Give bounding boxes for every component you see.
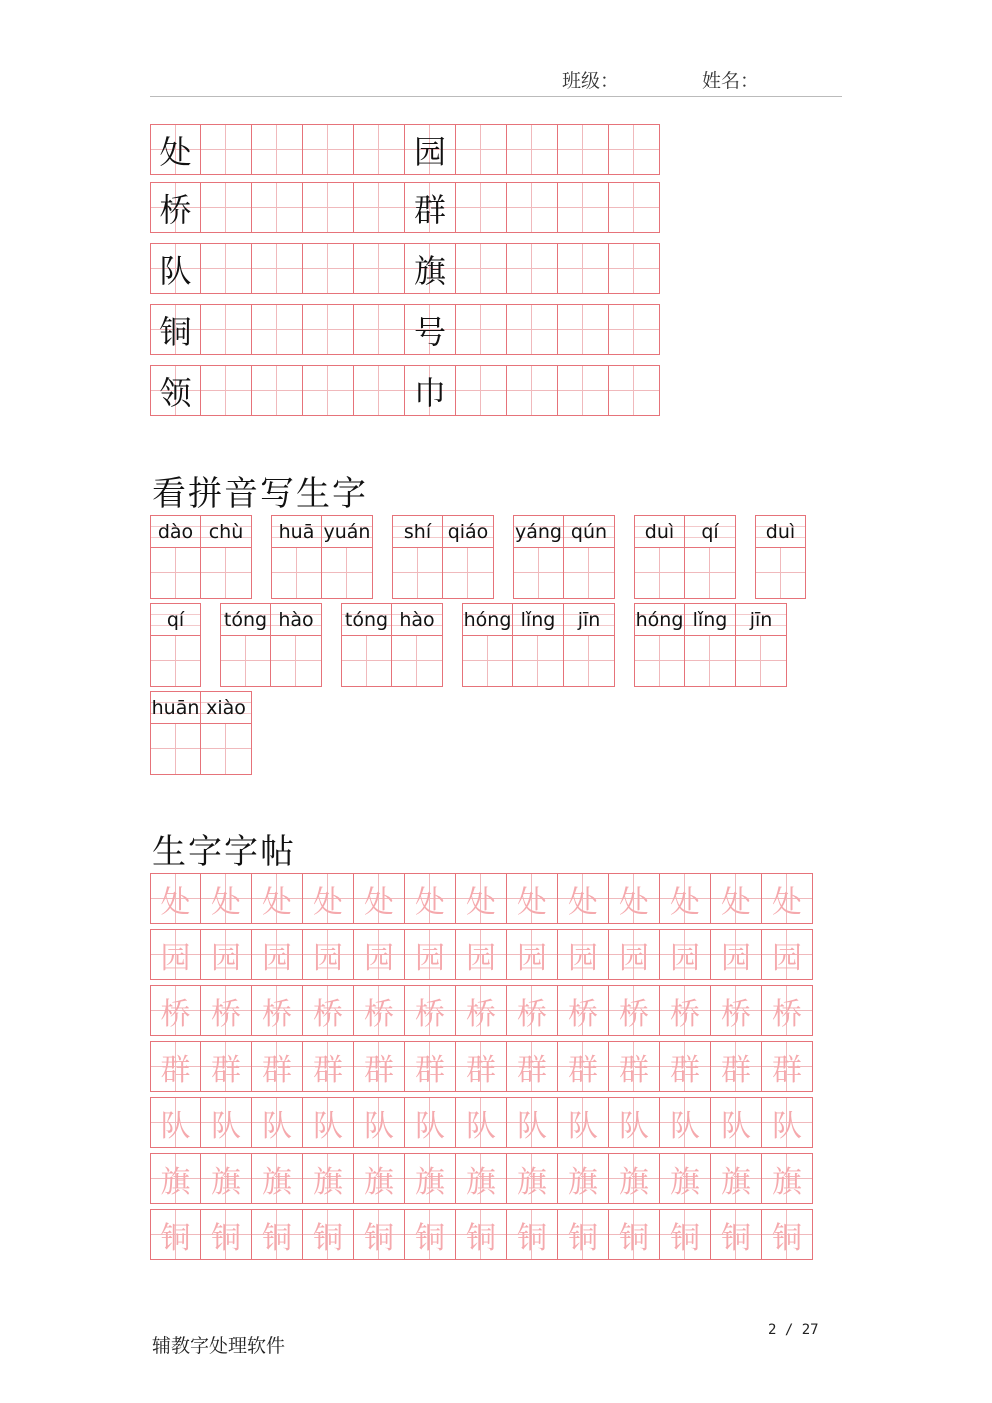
trace-character: 队 [455, 1097, 507, 1148]
trace-character: 群 [761, 1041, 813, 1092]
pinyin-column [270, 603, 322, 687]
answer-cell [391, 635, 443, 687]
pinyin-column [150, 515, 201, 599]
answer-cell [200, 547, 252, 599]
writing-cell [200, 304, 252, 355]
writing-cell [455, 182, 507, 233]
answer-cell [341, 635, 392, 687]
copybook-row [150, 1097, 813, 1148]
trace-character: 桥 [557, 985, 609, 1036]
writing-cell [557, 304, 609, 355]
pinyin-column [150, 691, 201, 775]
pinyin-label: hào [270, 603, 322, 636]
trace-character: 园 [659, 929, 711, 980]
trace-character: 旗 [404, 1153, 456, 1204]
writing-cell [608, 124, 660, 175]
pinyin-group [755, 515, 806, 599]
writing-cell [353, 365, 405, 416]
answer-cell [755, 547, 806, 599]
writing-cell [251, 124, 303, 175]
answer-cell [321, 547, 373, 599]
pinyin-label: qún [563, 515, 615, 548]
pinyin-label: chù [200, 515, 252, 548]
trace-character: 旗 [557, 1153, 609, 1204]
writing-cell [455, 124, 507, 175]
practice-row [150, 182, 660, 233]
writing-cell [200, 182, 252, 233]
copybook-row [150, 1209, 813, 1260]
answer-cell [634, 547, 685, 599]
pinyin-label: duì [634, 515, 685, 548]
trace-character: 群 [404, 1041, 456, 1092]
writing-cell [251, 243, 303, 294]
answer-cell [150, 723, 201, 775]
trace-character: 桥 [251, 985, 303, 1036]
practice-row [150, 124, 660, 175]
copybook-row [150, 1153, 813, 1204]
trace-character: 桥 [506, 985, 558, 1036]
trace-character: 处 [761, 873, 813, 924]
writing-cell [302, 243, 354, 294]
trace-character: 群 [608, 1041, 660, 1092]
trace-character: 铜 [353, 1209, 405, 1260]
writing-cell [506, 182, 558, 233]
writing-cell [506, 304, 558, 355]
pinyin-column [684, 603, 736, 687]
trace-character: 旗 [608, 1153, 660, 1204]
copybook-row [150, 985, 813, 1036]
writing-cell [557, 365, 609, 416]
trace-character: 处 [302, 873, 354, 924]
trace-character: 队 [710, 1097, 762, 1148]
trace-character: 桥 [200, 985, 252, 1036]
name-label: 姓名： [702, 70, 760, 92]
trace-character: 桥 [659, 985, 711, 1036]
answer-cell [150, 547, 201, 599]
pinyin-label: qí [684, 515, 736, 548]
trace-character: 铜 [710, 1209, 762, 1260]
trace-character: 队 [251, 1097, 303, 1148]
pinyin-label: shí [392, 515, 443, 548]
pinyin-label: xiào [200, 691, 252, 724]
trace-character: 铜 [557, 1209, 609, 1260]
pinyin-column [563, 515, 615, 599]
pinyin-label: hóng [462, 603, 513, 636]
trace-character: 园 [353, 929, 405, 980]
writing-cell [608, 304, 660, 355]
trace-character: 桥 [608, 985, 660, 1036]
trace-character: 旗 [302, 1153, 354, 1204]
trace-character: 园 [404, 929, 456, 980]
pinyin-label: jīn [735, 603, 787, 636]
trace-character: 园 [557, 929, 609, 980]
pinyin-label: qí [150, 603, 201, 636]
trace-character: 桥 [353, 985, 405, 1036]
answer-cell [513, 547, 564, 599]
trace-character: 处 [557, 873, 609, 924]
trace-character: 旗 [761, 1153, 813, 1204]
pinyin-column [150, 603, 201, 687]
trace-character: 铜 [608, 1209, 660, 1260]
writing-cell [302, 124, 354, 175]
trace-character: 队 [761, 1097, 813, 1148]
practice-row [150, 243, 660, 294]
trace-character: 旗 [251, 1153, 303, 1204]
trace-character: 铜 [302, 1209, 354, 1260]
pinyin-label: huān [150, 691, 201, 724]
answer-cell [684, 547, 736, 599]
copybook-row [150, 873, 813, 924]
writing-cell [455, 243, 507, 294]
trace-character: 群 [506, 1041, 558, 1092]
model-character: 巾 [404, 365, 456, 416]
trace-character: 队 [353, 1097, 405, 1148]
trace-character: 桥 [710, 985, 762, 1036]
writing-cell [302, 365, 354, 416]
writing-cell [251, 182, 303, 233]
footer-software-name: 辅教字处理软件 [152, 1335, 286, 1357]
class-label: 班级： [562, 70, 620, 92]
answer-cell [563, 547, 615, 599]
trace-character: 园 [251, 929, 303, 980]
trace-character: 铜 [251, 1209, 303, 1260]
model-character: 旗 [404, 243, 456, 294]
trace-character: 群 [251, 1041, 303, 1092]
answer-cell [634, 635, 685, 687]
pinyin-column [634, 603, 685, 687]
trace-character: 处 [710, 873, 762, 924]
trace-character: 旗 [200, 1153, 252, 1204]
copybook-row [150, 929, 813, 980]
trace-character: 队 [557, 1097, 609, 1148]
writing-cell [353, 243, 405, 294]
trace-character: 铜 [455, 1209, 507, 1260]
trace-character: 铜 [761, 1209, 813, 1260]
pinyin-column [220, 603, 271, 687]
trace-character: 处 [455, 873, 507, 924]
trace-character: 园 [455, 929, 507, 980]
trace-character: 群 [302, 1041, 354, 1092]
writing-cell [557, 243, 609, 294]
pinyin-group [513, 515, 615, 599]
copybook-section-title: 生字字帖 [152, 832, 296, 872]
trace-character: 处 [353, 873, 405, 924]
trace-character: 桥 [404, 985, 456, 1036]
pinyin-column [684, 515, 736, 599]
practice-row [150, 365, 660, 416]
pinyin-label: tóng [220, 603, 271, 636]
pinyin-label: duì [755, 515, 806, 548]
answer-cell [684, 635, 736, 687]
pinyin-section-title: 看拼音写生字 [152, 474, 368, 514]
trace-character: 队 [200, 1097, 252, 1148]
trace-character: 处 [200, 873, 252, 924]
pinyin-group [634, 515, 736, 599]
pinyin-label: dào [150, 515, 201, 548]
trace-character: 旗 [659, 1153, 711, 1204]
trace-character: 群 [353, 1041, 405, 1092]
pinyin-label: tóng [341, 603, 392, 636]
trace-character: 铜 [506, 1209, 558, 1260]
pinyin-column [755, 515, 806, 599]
pinyin-label: hào [391, 603, 443, 636]
trace-character: 铜 [659, 1209, 711, 1260]
model-character: 队 [150, 243, 201, 294]
pinyin-label: hóng [634, 603, 685, 636]
answer-cell [462, 635, 513, 687]
writing-cell [455, 365, 507, 416]
writing-cell [302, 304, 354, 355]
pinyin-column [391, 603, 443, 687]
writing-cell [200, 243, 252, 294]
answer-cell [220, 635, 271, 687]
pinyin-column [735, 603, 787, 687]
writing-cell [251, 365, 303, 416]
pinyin-group [271, 515, 373, 599]
trace-character: 队 [150, 1097, 201, 1148]
pinyin-label: yáng [513, 515, 564, 548]
writing-cell [200, 365, 252, 416]
trace-character: 铜 [200, 1209, 252, 1260]
page-number: 2 / 27 [768, 1322, 819, 1338]
pinyin-label: lǐng [684, 603, 736, 636]
trace-character: 园 [710, 929, 762, 980]
trace-character: 铜 [150, 1209, 201, 1260]
writing-cell [506, 124, 558, 175]
model-character: 桥 [150, 182, 201, 233]
trace-character: 处 [506, 873, 558, 924]
writing-cell [353, 182, 405, 233]
model-character: 园 [404, 124, 456, 175]
answer-cell [442, 547, 494, 599]
trace-character: 园 [200, 929, 252, 980]
pinyin-column [513, 515, 564, 599]
writing-cell [251, 304, 303, 355]
pinyin-column [200, 515, 252, 599]
model-character: 处 [150, 124, 201, 175]
trace-character: 园 [608, 929, 660, 980]
writing-cell [353, 124, 405, 175]
trace-character: 队 [659, 1097, 711, 1148]
pinyin-label: qiáo [442, 515, 494, 548]
trace-character: 旗 [710, 1153, 762, 1204]
pinyin-group [634, 603, 787, 687]
writing-cell [200, 124, 252, 175]
practice-row [150, 304, 660, 355]
trace-character: 园 [761, 929, 813, 980]
trace-character: 群 [150, 1041, 201, 1092]
writing-cell [557, 124, 609, 175]
trace-character: 旗 [506, 1153, 558, 1204]
trace-character: 群 [659, 1041, 711, 1092]
writing-cell [557, 182, 609, 233]
answer-cell [271, 547, 322, 599]
trace-character: 处 [150, 873, 201, 924]
pinyin-column [442, 515, 494, 599]
trace-character: 群 [710, 1041, 762, 1092]
pinyin-label: jīn [563, 603, 615, 636]
pinyin-column [512, 603, 564, 687]
pinyin-group [341, 603, 443, 687]
pinyin-column [321, 515, 373, 599]
pinyin-group [220, 603, 322, 687]
trace-character: 处 [251, 873, 303, 924]
pinyin-column [341, 603, 392, 687]
pinyin-column [271, 515, 322, 599]
trace-character: 队 [302, 1097, 354, 1148]
trace-character: 桥 [150, 985, 201, 1036]
pinyin-column [634, 515, 685, 599]
header-divider [150, 96, 842, 97]
trace-character: 铜 [404, 1209, 456, 1260]
writing-cell [608, 243, 660, 294]
model-character: 号 [404, 304, 456, 355]
model-character: 群 [404, 182, 456, 233]
writing-cell [506, 365, 558, 416]
pinyin-group [150, 691, 252, 775]
pinyin-group [392, 515, 494, 599]
trace-character: 园 [150, 929, 201, 980]
trace-character: 队 [608, 1097, 660, 1148]
trace-character: 群 [455, 1041, 507, 1092]
trace-character: 旗 [353, 1153, 405, 1204]
trace-character: 处 [404, 873, 456, 924]
answer-cell [735, 635, 787, 687]
model-character: 领 [150, 365, 201, 416]
pinyin-group [462, 603, 615, 687]
pinyin-label: yuán [321, 515, 373, 548]
answer-cell [563, 635, 615, 687]
trace-character: 桥 [302, 985, 354, 1036]
trace-character: 旗 [455, 1153, 507, 1204]
writing-cell [506, 243, 558, 294]
answer-cell [270, 635, 322, 687]
pinyin-column [462, 603, 513, 687]
writing-cell [302, 182, 354, 233]
pinyin-label: lǐng [512, 603, 564, 636]
trace-character: 队 [506, 1097, 558, 1148]
trace-character: 群 [557, 1041, 609, 1092]
pinyin-column [392, 515, 443, 599]
answer-cell [512, 635, 564, 687]
pinyin-column [563, 603, 615, 687]
answer-cell [200, 723, 252, 775]
trace-character: 处 [659, 873, 711, 924]
trace-character: 桥 [761, 985, 813, 1036]
writing-cell [608, 182, 660, 233]
answer-cell [392, 547, 443, 599]
writing-cell [455, 304, 507, 355]
pinyin-group [150, 603, 201, 687]
copybook-row [150, 1041, 813, 1092]
trace-character: 群 [200, 1041, 252, 1092]
trace-character: 处 [608, 873, 660, 924]
pinyin-label: huā [271, 515, 322, 548]
trace-character: 旗 [150, 1153, 201, 1204]
answer-cell [150, 635, 201, 687]
trace-character: 园 [302, 929, 354, 980]
pinyin-column [200, 691, 252, 775]
trace-character: 桥 [455, 985, 507, 1036]
trace-character: 园 [506, 929, 558, 980]
trace-character: 队 [404, 1097, 456, 1148]
writing-cell [608, 365, 660, 416]
writing-cell [353, 304, 405, 355]
pinyin-group [150, 515, 252, 599]
model-character: 铜 [150, 304, 201, 355]
